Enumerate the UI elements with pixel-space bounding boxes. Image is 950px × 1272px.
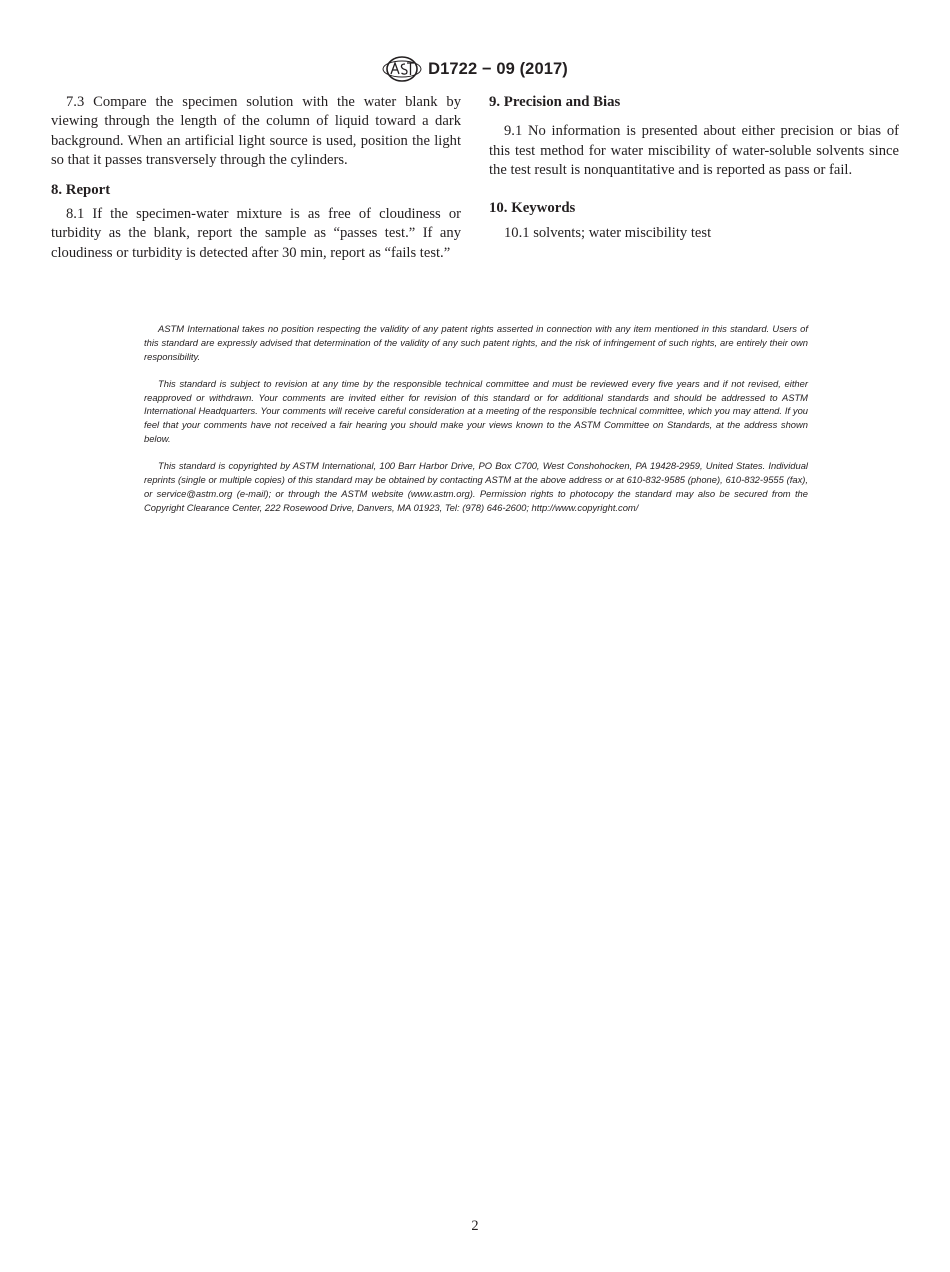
page-number: 2 [471,1218,479,1234]
copyright-notice: This standard is copyrighted by ASTM International, 100 Barr Harbor Drive, PO Box C700, West Conshohocken, PA 19428-2959, United States. Individual reprints (single or multiple copies) of this standard may be obtained by contacting ASTM at the above address or at 610-832-9585 (phone), 610-832-9555 (fax), or service@astm.org (e-mail); or through the ASTM website (www.astm.org). Permission rights to photocopy the standard may also be secured from the Copyright Clearance Center, 222 Rosewood Drive, Danvers, MA 01923, Tel: (978) 646-2600; http://www.copyright.com/ [144,460,808,513]
paragraph-8-1: 8.1 If the specimen-water mixture is as free of cloudiness or turbidity as the blank, report the sample as “passes test.” If any cloudiness or turbidity is detected after 30 min, report as “fails test.” [51,206,461,261]
section-8-heading: 8. Report [51,181,111,198]
left-column [51,93,461,263]
standard-designation: D1722 − 09 (2017) [428,59,568,78]
right-column [489,93,899,243]
patent-notice: ASTM International takes no position respecting the validity of any patent rights asserted in connection with any item mentioned in this standard. Users of this standard are expressly advised that determination of the validity of any such patent rights, and the risk of infringement of such rights, are entirely their own responsibility. [144,323,808,362]
paragraph-7-3: 7.3 Compare the specimen solution with the water blank by viewing through the length of the column of liquid toward a dark background. When an artificial light source is used, position the light so that it passes transversely through the cylinders. [51,94,461,169]
paragraph-10-1: 10.1 solvents; water miscibility test [504,225,712,242]
paragraph-9-1: 9.1 No information is presented about either precision or bias of this test method for water miscibility of water-soluble solvents since the test result is nonquantitative and is reported as pass or fail. [489,123,899,179]
legal-notices [144,322,808,528]
revision-notice: This standard is subject to revision at any time by the responsible technical committee and must be reviewed every five years and if not revised, either reapproved or withdrawn. Your comments are invited either for revision of this standard or for additional standards and should be addressed to ASTM International Headquarters. Your comments will receive careful consideration at a meeting of the responsible technical committee, which you may attend. If you feel that your comments have not received a fair hearing you should make your views known to the ASTM Committee on Standards, at the address shown below. [144,377,808,445]
page-header [0,56,950,82]
section-10-heading: 10. Keywords [489,199,576,216]
section-9-heading: 9. Precision and Bias [489,94,621,110]
astm-logo-icon [382,56,422,82]
